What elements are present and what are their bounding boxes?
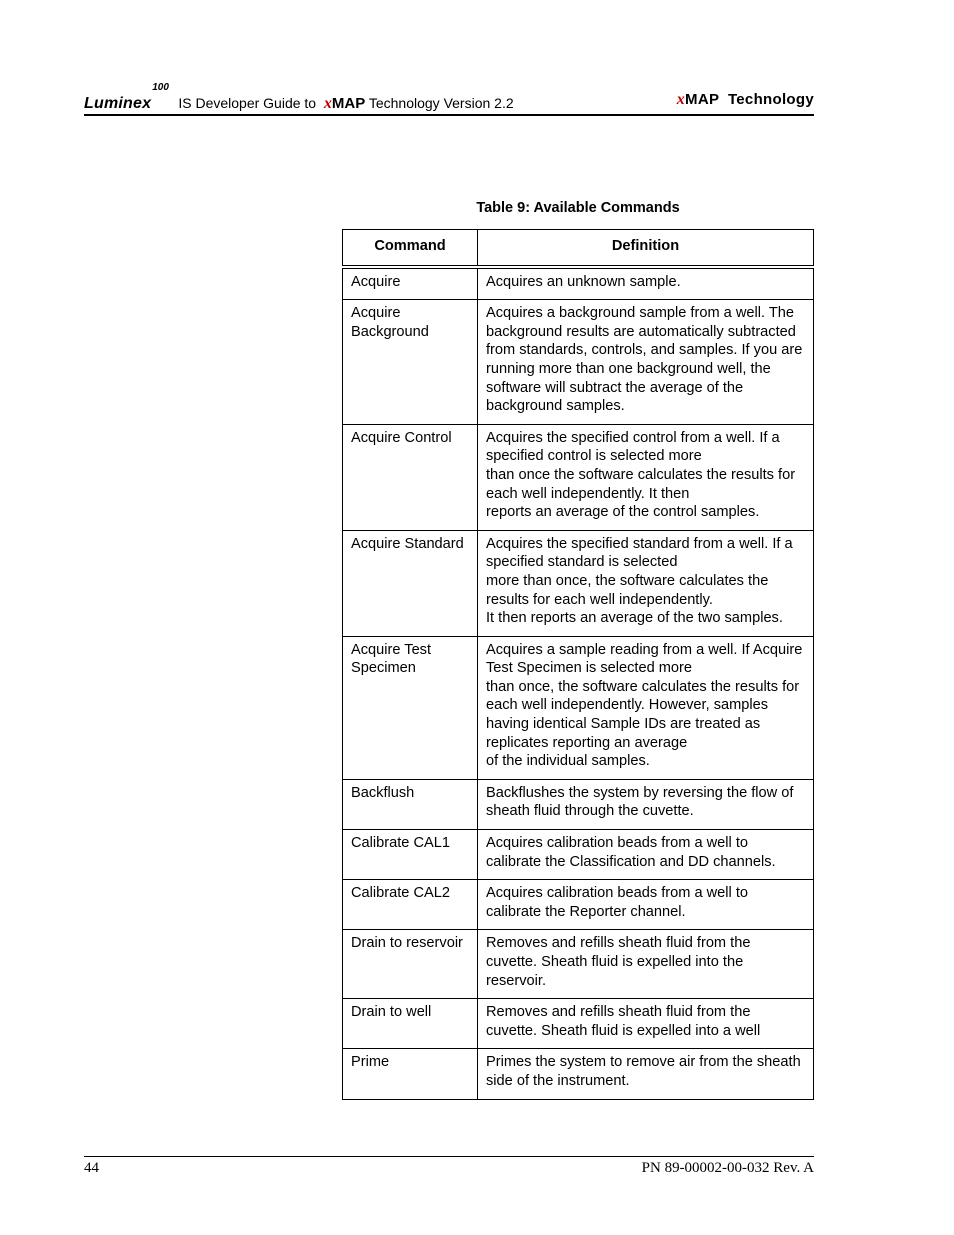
table-row	[343, 930, 814, 999]
command-cell: Acquire Background	[343, 300, 478, 425]
definition-cell: Backflushes the system by reversing the flow of sheath fluid through the cuvette.	[478, 779, 814, 829]
commands-table	[342, 229, 814, 1100]
table-row	[343, 999, 814, 1049]
table-header-row	[343, 230, 814, 267]
command-cell: Prime	[343, 1049, 478, 1099]
definition-cell: Primes the system to remove air from the sheath side of the instrument.	[478, 1049, 814, 1099]
xmap-map: MAP	[331, 95, 366, 113]
table-row	[343, 636, 814, 779]
column-header-command: Command	[343, 230, 478, 267]
section-title	[677, 91, 814, 109]
column-header-definition: Definition	[478, 230, 814, 267]
definition-cell: Acquires calibration beads from a well to calibrate the Reporter channel.	[478, 880, 814, 930]
page-number: 44	[84, 1160, 99, 1176]
definition-cell: Removes and refills sheath fluid from the cuvette. Sheath fluid is expelled into a well	[478, 999, 814, 1049]
table-row	[343, 267, 814, 300]
page-header	[84, 84, 814, 116]
command-cell: Acquire Standard	[343, 530, 478, 636]
command-cell: Calibrate CAL1	[343, 830, 478, 880]
xmap-x: x	[323, 95, 332, 113]
command-cell: Acquire Control	[343, 424, 478, 530]
command-cell: Acquire Test Specimen	[343, 636, 478, 779]
definition-cell: Acquires calibration beads from a well to calibrate the Classification and DD channels.	[478, 830, 814, 880]
table-body	[343, 267, 814, 1099]
definition-cell: Removes and refills sheath fluid from the cuvette. Sheath fluid is expelled into the reservoir.	[478, 930, 814, 999]
command-cell: Drain to well	[343, 999, 478, 1049]
table-row	[343, 830, 814, 880]
table-row	[343, 530, 814, 636]
table-row	[343, 779, 814, 829]
definition-cell: Acquires a sample reading from a well. If Acquire Test Specimen is selected more than once, the software calculates the results for each well independently. However, samples having identical Sample IDs are treated as replicates reporting an average of the individual samples.	[478, 636, 814, 779]
table-row	[343, 880, 814, 930]
command-cell: Calibrate CAL2	[343, 880, 478, 930]
command-cell: Backflush	[343, 779, 478, 829]
page-footer	[84, 1156, 814, 1176]
definition-cell: Acquires an unknown sample.	[478, 267, 814, 300]
guide-prefix: IS Developer Guide to	[178, 95, 317, 112]
section-x: x	[676, 91, 686, 108]
guide-suffix: Technology Version 2.2	[368, 95, 514, 112]
guide-title	[178, 95, 513, 111]
definition-cell: Acquires the specified control from a well. If a specified control is selected more than once the software calculates the results for each well independently. It then reports an average of the control samples.	[478, 424, 814, 530]
table-caption: Table 9: Available Commands	[476, 200, 680, 216]
table-row	[343, 1049, 814, 1099]
command-cell: Acquire	[343, 267, 478, 300]
brand-name: Luminex	[84, 95, 152, 113]
command-cell: Drain to reservoir	[343, 930, 478, 999]
brand-superscript: 100	[152, 82, 169, 93]
section-title-text: MAP Technology	[685, 91, 814, 108]
table-row	[343, 300, 814, 425]
definition-cell: Acquires a background sample from a well. The background results are automatically subtracted from standards, controls, and samples. If you are running more than one background well, the software will subtract the average of the background samples.	[478, 300, 814, 425]
part-number: PN 89-00002-00-032 Rev. A	[641, 1160, 814, 1176]
definition-cell: Acquires the specified standard from a well. If a specified standard is selected more than once, the software calculates the results for each well independently. It then reports an average of the two samples.	[478, 530, 814, 636]
table-row	[343, 424, 814, 530]
document-title	[84, 82, 514, 113]
